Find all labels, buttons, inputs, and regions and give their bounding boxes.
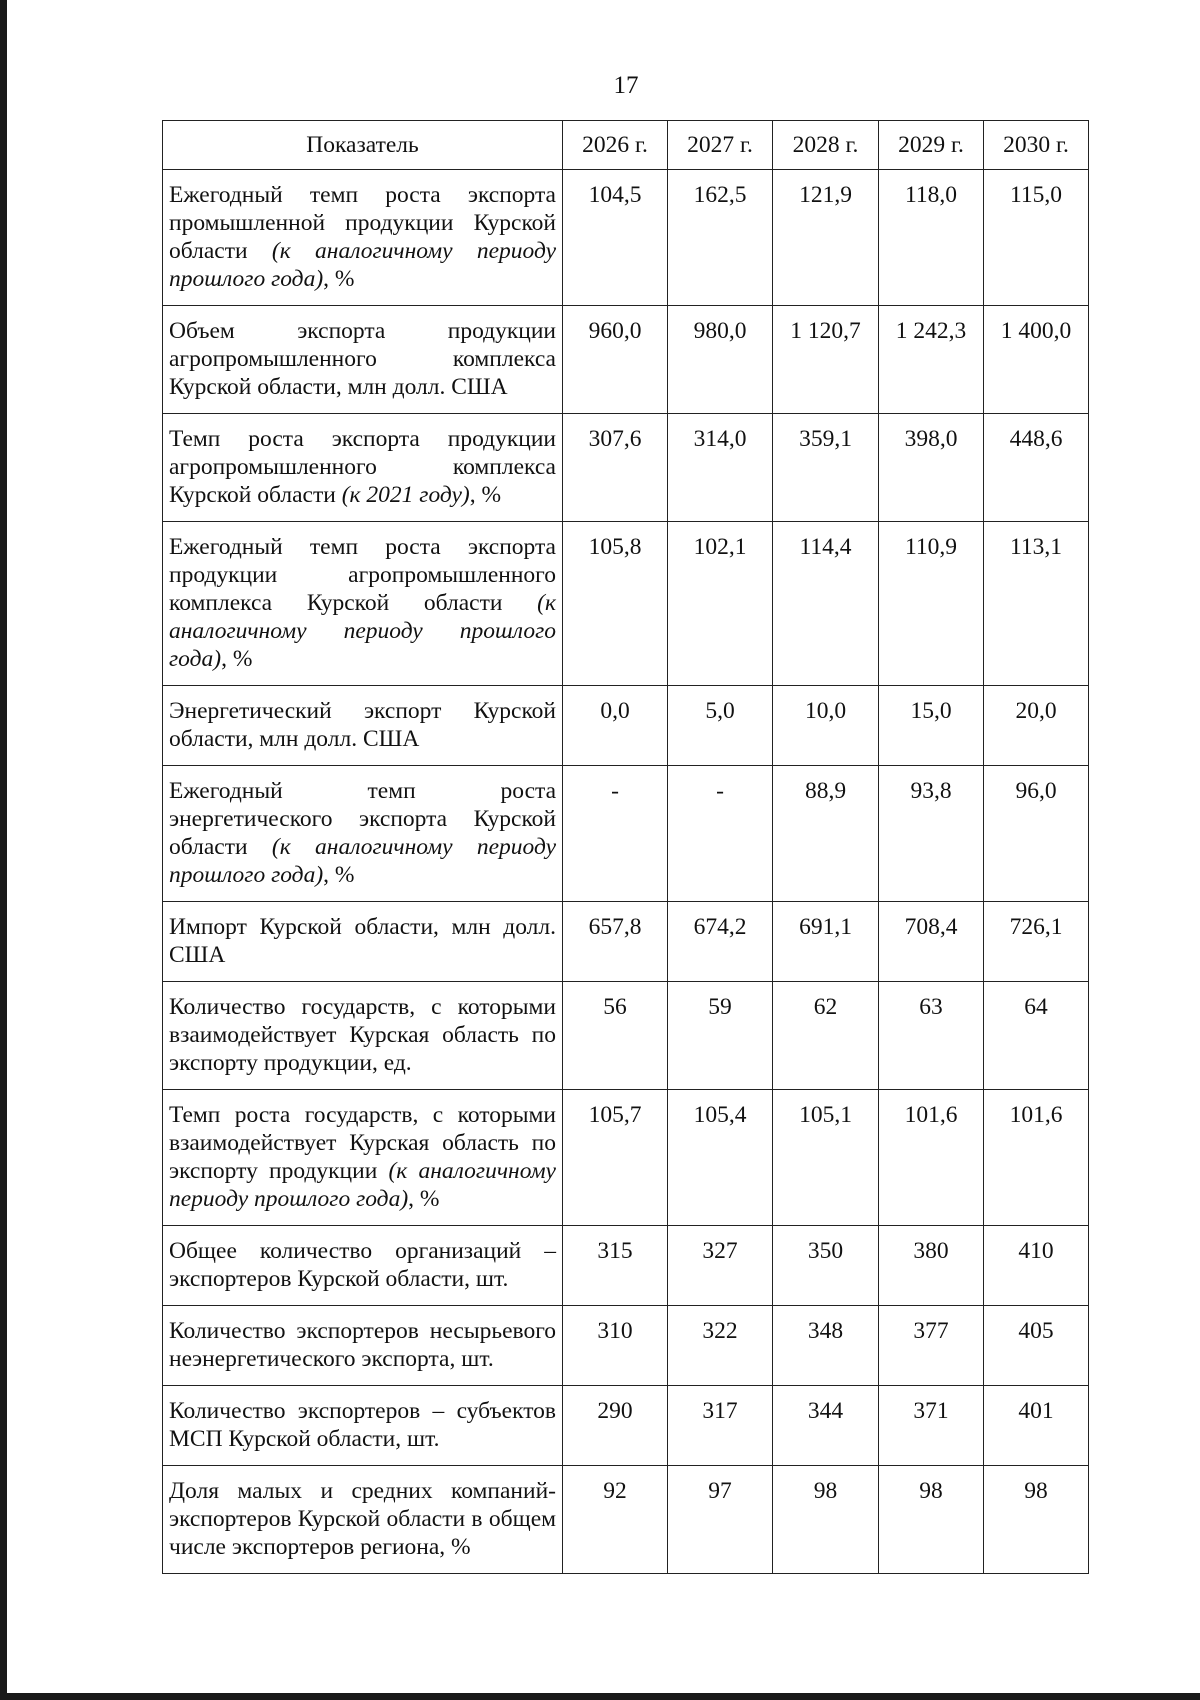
indicator-label (163, 1090, 563, 1226)
value-cell-2028: 121,9 (773, 170, 879, 306)
indicator-label-pre: Энергетический экспорт Курской области, млн долл. США (169, 698, 556, 752)
value-cell-2028: 114,4 (773, 522, 879, 686)
value-cell-2027: 97 (668, 1466, 773, 1574)
header-indicator: Показатель (163, 121, 563, 170)
header-year-2030: 2030 г. (984, 121, 1089, 170)
value-cell-2026: - (563, 766, 668, 902)
value-cell-2029: 118,0 (879, 170, 984, 306)
table-row (163, 1386, 1089, 1466)
value-cell-2026: 104,5 (563, 170, 668, 306)
value-cell-2029: 98 (879, 1466, 984, 1574)
value-cell-2026: 105,8 (563, 522, 668, 686)
value-cell-2027: 327 (668, 1226, 773, 1306)
value-cell-2028: 98 (773, 1466, 879, 1574)
indicator-label (163, 982, 563, 1090)
value-cell-2026: 105,7 (563, 1090, 668, 1226)
table-row (163, 1226, 1089, 1306)
table-row (163, 522, 1089, 686)
value-cell-2029: 1 242,3 (879, 306, 984, 414)
value-cell-2027: 59 (668, 982, 773, 1090)
value-cell-2028: 359,1 (773, 414, 879, 522)
indicators-table (162, 120, 1089, 1574)
value-cell-2027: 674,2 (668, 902, 773, 982)
indicator-label-pre: Количество экспортеров – субъектов МСП Курской области, шт. (169, 1398, 556, 1452)
indicator-label-pre: Количество экспортеров несырьевого неэнергетического экспорта, шт. (169, 1318, 556, 1372)
indicator-label (163, 170, 563, 306)
indicator-label (163, 306, 563, 414)
indicator-label (163, 1386, 563, 1466)
value-cell-2027: - (668, 766, 773, 902)
value-cell-2030: 448,6 (984, 414, 1089, 522)
value-cell-2029: 371 (879, 1386, 984, 1466)
table-row (163, 306, 1089, 414)
indicator-label-italic: (к аналогичному периоду прошлого года) (169, 238, 556, 292)
value-cell-2028: 105,1 (773, 1090, 879, 1226)
table-row (163, 766, 1089, 902)
indicator-label-pre: Количество государств, с которыми взаимодействует Курская область по экспорту продукции, ед. (169, 994, 556, 1076)
indicator-label-post: , % (469, 482, 502, 508)
value-cell-2028: 10,0 (773, 686, 879, 766)
indicator-label (163, 766, 563, 902)
indicator-label-pre: Ежегодный темп роста экспорта продукции агропромышленного комплекса Курской области (169, 534, 556, 616)
value-cell-2026: 56 (563, 982, 668, 1090)
indicator-label-italic: (к аналогичному периоду прошлого года) (169, 590, 556, 672)
indicator-label (163, 414, 563, 522)
value-cell-2027: 5,0 (668, 686, 773, 766)
table-row (163, 1466, 1089, 1574)
indicator-label-pre: Ежегодный темп роста экспорта промышленной продукции Курской области (169, 182, 556, 264)
indicator-label-italic: (к 2021 году) (341, 482, 470, 508)
table-row (163, 170, 1089, 306)
header-row (163, 121, 1089, 170)
value-cell-2027: 102,1 (668, 522, 773, 686)
value-cell-2030: 101,6 (984, 1090, 1089, 1226)
indicator-label-post: , % (408, 1186, 440, 1212)
header-year-2026: 2026 г. (563, 121, 668, 170)
indicator-label (163, 686, 563, 766)
indicator-label (163, 1466, 563, 1574)
value-cell-2030: 115,0 (984, 170, 1089, 306)
value-cell-2026: 307,6 (563, 414, 668, 522)
value-cell-2026: 310 (563, 1306, 668, 1386)
value-cell-2029: 101,6 (879, 1090, 984, 1226)
value-cell-2029: 377 (879, 1306, 984, 1386)
indicator-label-pre: Общее количество организаций – экспортеров Курской области, шт. (169, 1238, 556, 1292)
value-cell-2026: 0,0 (563, 686, 668, 766)
table-row (163, 1306, 1089, 1386)
indicator-label-italic: (к аналогичному периоду прошлого года) (169, 834, 556, 888)
value-cell-2030: 64 (984, 982, 1089, 1090)
indicator-label-post: , % (323, 266, 355, 292)
indicator-label-pre: Ежегодный темп роста энергетического экспорта Курской области (169, 778, 556, 860)
table-row (163, 686, 1089, 766)
value-cell-2026: 92 (563, 1466, 668, 1574)
value-cell-2030: 410 (984, 1226, 1089, 1306)
value-cell-2026: 657,8 (563, 902, 668, 982)
table-row (163, 982, 1089, 1090)
table-row (163, 414, 1089, 522)
value-cell-2027: 314,0 (668, 414, 773, 522)
indicator-label-pre: Темп роста экспорта продукции агропромышленного комплекса Курской области (169, 426, 556, 508)
value-cell-2030: 98 (984, 1466, 1089, 1574)
value-cell-2027: 322 (668, 1306, 773, 1386)
value-cell-2028: 350 (773, 1226, 879, 1306)
scan-edge-bottom (0, 1693, 1200, 1700)
value-cell-2027: 105,4 (668, 1090, 773, 1226)
value-cell-2030: 401 (984, 1386, 1089, 1466)
indicator-label-pre: Импорт Курской области, млн долл. США (169, 914, 556, 968)
indicator-label (163, 902, 563, 982)
value-cell-2027: 162,5 (668, 170, 773, 306)
value-cell-2029: 15,0 (879, 686, 984, 766)
header-year-2027: 2027 г. (668, 121, 773, 170)
value-cell-2028: 1 120,7 (773, 306, 879, 414)
indicator-label-pre: Объем экспорта продукции агропромышленного комплекса Курской области, млн долл. США (169, 318, 556, 400)
value-cell-2030: 20,0 (984, 686, 1089, 766)
value-cell-2026: 315 (563, 1226, 668, 1306)
indicator-label (163, 1306, 563, 1386)
value-cell-2029: 398,0 (879, 414, 984, 522)
value-cell-2028: 344 (773, 1386, 879, 1466)
indicator-label-post: , % (221, 646, 253, 672)
value-cell-2029: 93,8 (879, 766, 984, 902)
indicator-label (163, 1226, 563, 1306)
value-cell-2028: 62 (773, 982, 879, 1090)
table-body (163, 170, 1089, 1574)
value-cell-2027: 317 (668, 1386, 773, 1466)
value-cell-2030: 1 400,0 (984, 306, 1089, 414)
value-cell-2028: 691,1 (773, 902, 879, 982)
value-cell-2029: 110,9 (879, 522, 984, 686)
scan-edge-left (0, 0, 7, 1700)
table-row (163, 902, 1089, 982)
indicator-label-post: , % (323, 862, 355, 888)
value-cell-2029: 708,4 (879, 902, 984, 982)
header-year-2029: 2029 г. (879, 121, 984, 170)
value-cell-2029: 63 (879, 982, 984, 1090)
value-cell-2028: 88,9 (773, 766, 879, 902)
indicator-label-pre: Доля малых и средних компаний-экспортеров Курской области в общем числе экспортеров региона, % (169, 1478, 556, 1560)
value-cell-2030: 113,1 (984, 522, 1089, 686)
header-year-2028: 2028 г. (773, 121, 879, 170)
value-cell-2026: 290 (563, 1386, 668, 1466)
table-row (163, 1090, 1089, 1226)
indicator-label-italic: (к аналогичному периоду прошлого года) (169, 1158, 556, 1212)
value-cell-2027: 980,0 (668, 306, 773, 414)
value-cell-2030: 96,0 (984, 766, 1089, 902)
value-cell-2026: 960,0 (563, 306, 668, 414)
value-cell-2028: 348 (773, 1306, 879, 1386)
value-cell-2030: 405 (984, 1306, 1089, 1386)
indicator-label-pre: Темп роста государств, с которыми взаимодействует Курская область по экспорту продукции (169, 1102, 556, 1184)
page-number: 17 (613, 72, 639, 99)
indicator-label (163, 522, 563, 686)
value-cell-2029: 380 (879, 1226, 984, 1306)
value-cell-2030: 726,1 (984, 902, 1089, 982)
